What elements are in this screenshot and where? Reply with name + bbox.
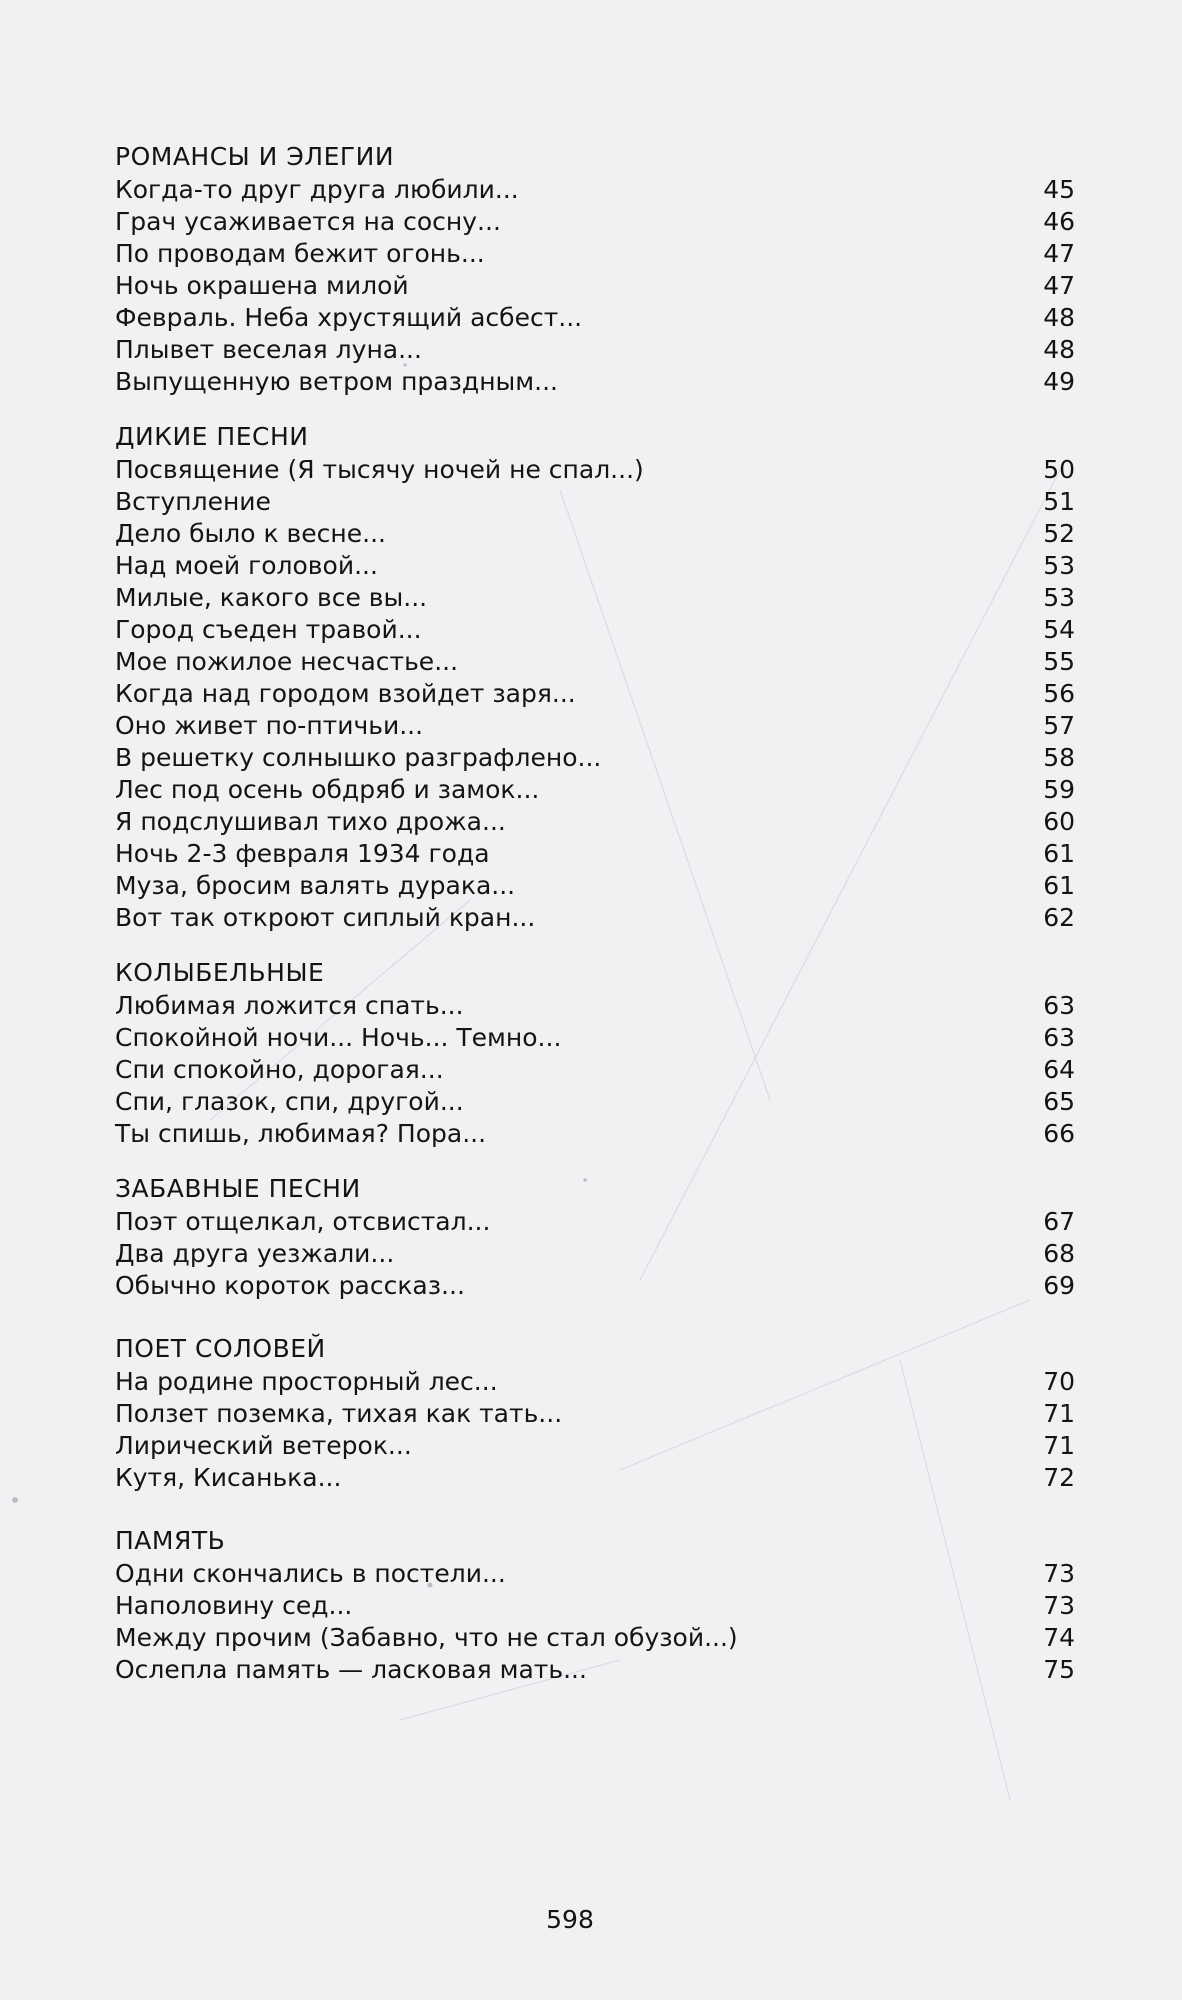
entry-page: 66 [1043, 1119, 1075, 1148]
entry-page: 47 [1043, 239, 1075, 268]
entry-title: Когда-то друг друга любили... [115, 175, 519, 204]
toc-entry [115, 806, 1075, 838]
toc-section [115, 956, 1075, 1150]
entry-title: Лес под осень обдряб и замок... [115, 775, 540, 804]
toc-section [115, 1332, 1075, 1494]
entry-page: 70 [1043, 1367, 1075, 1396]
entry-page: 49 [1043, 367, 1075, 396]
section-title: КОЛЫБЕЛЬНЫЕ [115, 958, 325, 987]
toc-entry [115, 238, 1075, 270]
entry-title: Одни скончались в постели... [115, 1559, 506, 1588]
entry-title: Выпущенную ветром праздным... [115, 367, 558, 396]
entry-page: 48 [1043, 303, 1075, 332]
entry-title: На родине просторный лес... [115, 1367, 498, 1396]
entry-title: Обычно короток рассказ... [115, 1271, 465, 1300]
toc-entry [115, 206, 1075, 238]
entry-title: По проводам бежит огонь... [115, 239, 485, 268]
toc-entry [115, 302, 1075, 334]
toc-entry [115, 550, 1075, 582]
entry-page: 48 [1043, 335, 1075, 364]
entry-title: Я подслушивал тихо дрожа... [115, 807, 506, 836]
entry-page: 53 [1043, 583, 1075, 612]
entry-title: Город съеден травой... [115, 615, 422, 644]
entry-title: Спокойной ночи... Ночь... Темно... [115, 1023, 562, 1052]
entry-page: 63 [1043, 1023, 1075, 1052]
entry-title: Кутя, Кисанька... [115, 1463, 342, 1492]
toc-entry [115, 838, 1075, 870]
toc-entry [115, 1238, 1075, 1270]
toc-entry [115, 614, 1075, 646]
entry-page: 65 [1043, 1087, 1075, 1116]
entry-title: Плывет веселая луна... [115, 335, 422, 364]
entry-title: Ночь окрашена милой [115, 271, 409, 300]
toc-section [115, 140, 1075, 398]
toc-entry [115, 486, 1075, 518]
section-title: РОМАНСЫ И ЭЛЕГИИ [115, 142, 395, 171]
entry-page: 58 [1043, 743, 1075, 772]
toc-entry [115, 678, 1075, 710]
toc-section [115, 1524, 1075, 1686]
entry-page: 47 [1043, 271, 1075, 300]
entry-page: 73 [1043, 1559, 1075, 1588]
toc-entry [115, 990, 1075, 1022]
entry-title: Грач усаживается на сосну... [115, 207, 501, 236]
entry-title: Оно живет по-птичьи... [115, 711, 424, 740]
entry-page: 67 [1043, 1207, 1075, 1236]
table-of-contents [115, 140, 1075, 1686]
entry-title: Спи, глазок, спи, другой... [115, 1087, 464, 1116]
entry-title: Муза, бросим валять дурака... [115, 871, 516, 900]
entry-page: 54 [1043, 615, 1075, 644]
entry-title: Когда над городом взойдет заря... [115, 679, 576, 708]
toc-entry [115, 1086, 1075, 1118]
entry-page: 63 [1043, 991, 1075, 1020]
entry-title: Ты спишь, любимая? Пора... [115, 1119, 487, 1148]
entry-page: 62 [1043, 903, 1075, 932]
entry-page: 61 [1043, 839, 1075, 868]
entry-title: Ночь 2-3 февраля 1934 года [115, 839, 490, 868]
toc-section [115, 1172, 1075, 1302]
entry-title: Ослепла память — ласковая мать... [115, 1655, 587, 1684]
entry-page: 73 [1043, 1591, 1075, 1620]
entry-title: Любимая ложится спать... [115, 991, 464, 1020]
entry-page: 46 [1043, 207, 1075, 236]
section-title: ДИКИЕ ПЕСНИ [115, 422, 309, 451]
entry-page: 56 [1043, 679, 1075, 708]
entry-title: Вот так откроют сиплый кран... [115, 903, 536, 932]
entry-page: 71 [1043, 1431, 1075, 1460]
toc-entry [115, 774, 1075, 806]
toc-entry [115, 1270, 1075, 1302]
toc-entry [115, 1366, 1075, 1398]
toc-entry [115, 1054, 1075, 1086]
toc-entry [115, 518, 1075, 550]
entry-page: 45 [1043, 175, 1075, 204]
entry-title: Между прочим (Забавно, что не стал обузой...) [115, 1623, 738, 1652]
toc-entry [115, 270, 1075, 302]
toc-entry [115, 1654, 1075, 1686]
entry-title: Поэт отщелкал, отсвистал... [115, 1207, 491, 1236]
toc-entry [115, 646, 1075, 678]
page-number: 598 [546, 1905, 594, 1934]
entry-page: 51 [1043, 487, 1075, 516]
entry-title: Над моей головой... [115, 551, 378, 580]
toc-entry [115, 1206, 1075, 1238]
toc-entry [115, 1022, 1075, 1054]
toc-section [115, 420, 1075, 934]
entry-title: Два друга уезжали... [115, 1239, 395, 1268]
entry-page: 50 [1043, 455, 1075, 484]
entry-title: Ползет поземка, тихая как тать... [115, 1399, 563, 1428]
toc-entry [115, 902, 1075, 934]
entry-page: 72 [1043, 1463, 1075, 1492]
section-title: ПАМЯТЬ [115, 1526, 226, 1555]
toc-entry [115, 1430, 1075, 1462]
toc-entry [115, 366, 1075, 398]
entry-page: 60 [1043, 807, 1075, 836]
entry-title: Посвящение (Я тысячу ночей не спал...) [115, 455, 644, 484]
entry-page: 57 [1043, 711, 1075, 740]
entry-page: 59 [1043, 775, 1075, 804]
entry-page: 69 [1043, 1271, 1075, 1300]
entry-page: 53 [1043, 551, 1075, 580]
entry-title: Милые, какого все вы... [115, 583, 428, 612]
entry-page: 75 [1043, 1655, 1075, 1684]
entry-title: Лирический ветерок... [115, 1431, 412, 1460]
toc-entry [115, 742, 1075, 774]
entry-page: 71 [1043, 1399, 1075, 1428]
toc-entry [115, 174, 1075, 206]
entry-title: Мое пожилое несчастье... [115, 647, 459, 676]
entry-title: Вступление [115, 487, 271, 516]
toc-entry [115, 1462, 1075, 1494]
toc-entry [115, 334, 1075, 366]
section-title: ПОЕТ СОЛОВЕЙ [115, 1334, 326, 1363]
section-title: ЗАБАВНЫЕ ПЕСНИ [115, 1174, 361, 1203]
entry-page: 64 [1043, 1055, 1075, 1084]
entry-title: Спи спокойно, дорогая... [115, 1055, 444, 1084]
toc-entry [115, 1590, 1075, 1622]
entry-page: 74 [1043, 1623, 1075, 1652]
entry-title: Февраль. Неба хрустящий асбест... [115, 303, 583, 332]
toc-entry [115, 454, 1075, 486]
entry-page: 55 [1043, 647, 1075, 676]
toc-entry [115, 1398, 1075, 1430]
toc-entry [115, 1558, 1075, 1590]
entry-title: В решетку солнышко разграфлено... [115, 743, 602, 772]
entry-title: Дело было к весне... [115, 519, 386, 548]
toc-entry [115, 870, 1075, 902]
entry-title: Наполовину сед... [115, 1591, 353, 1620]
toc-entry [115, 710, 1075, 742]
toc-entry [115, 1118, 1075, 1150]
entry-page: 52 [1043, 519, 1075, 548]
toc-entry [115, 1622, 1075, 1654]
entry-page: 68 [1043, 1239, 1075, 1268]
entry-page: 61 [1043, 871, 1075, 900]
toc-entry [115, 582, 1075, 614]
